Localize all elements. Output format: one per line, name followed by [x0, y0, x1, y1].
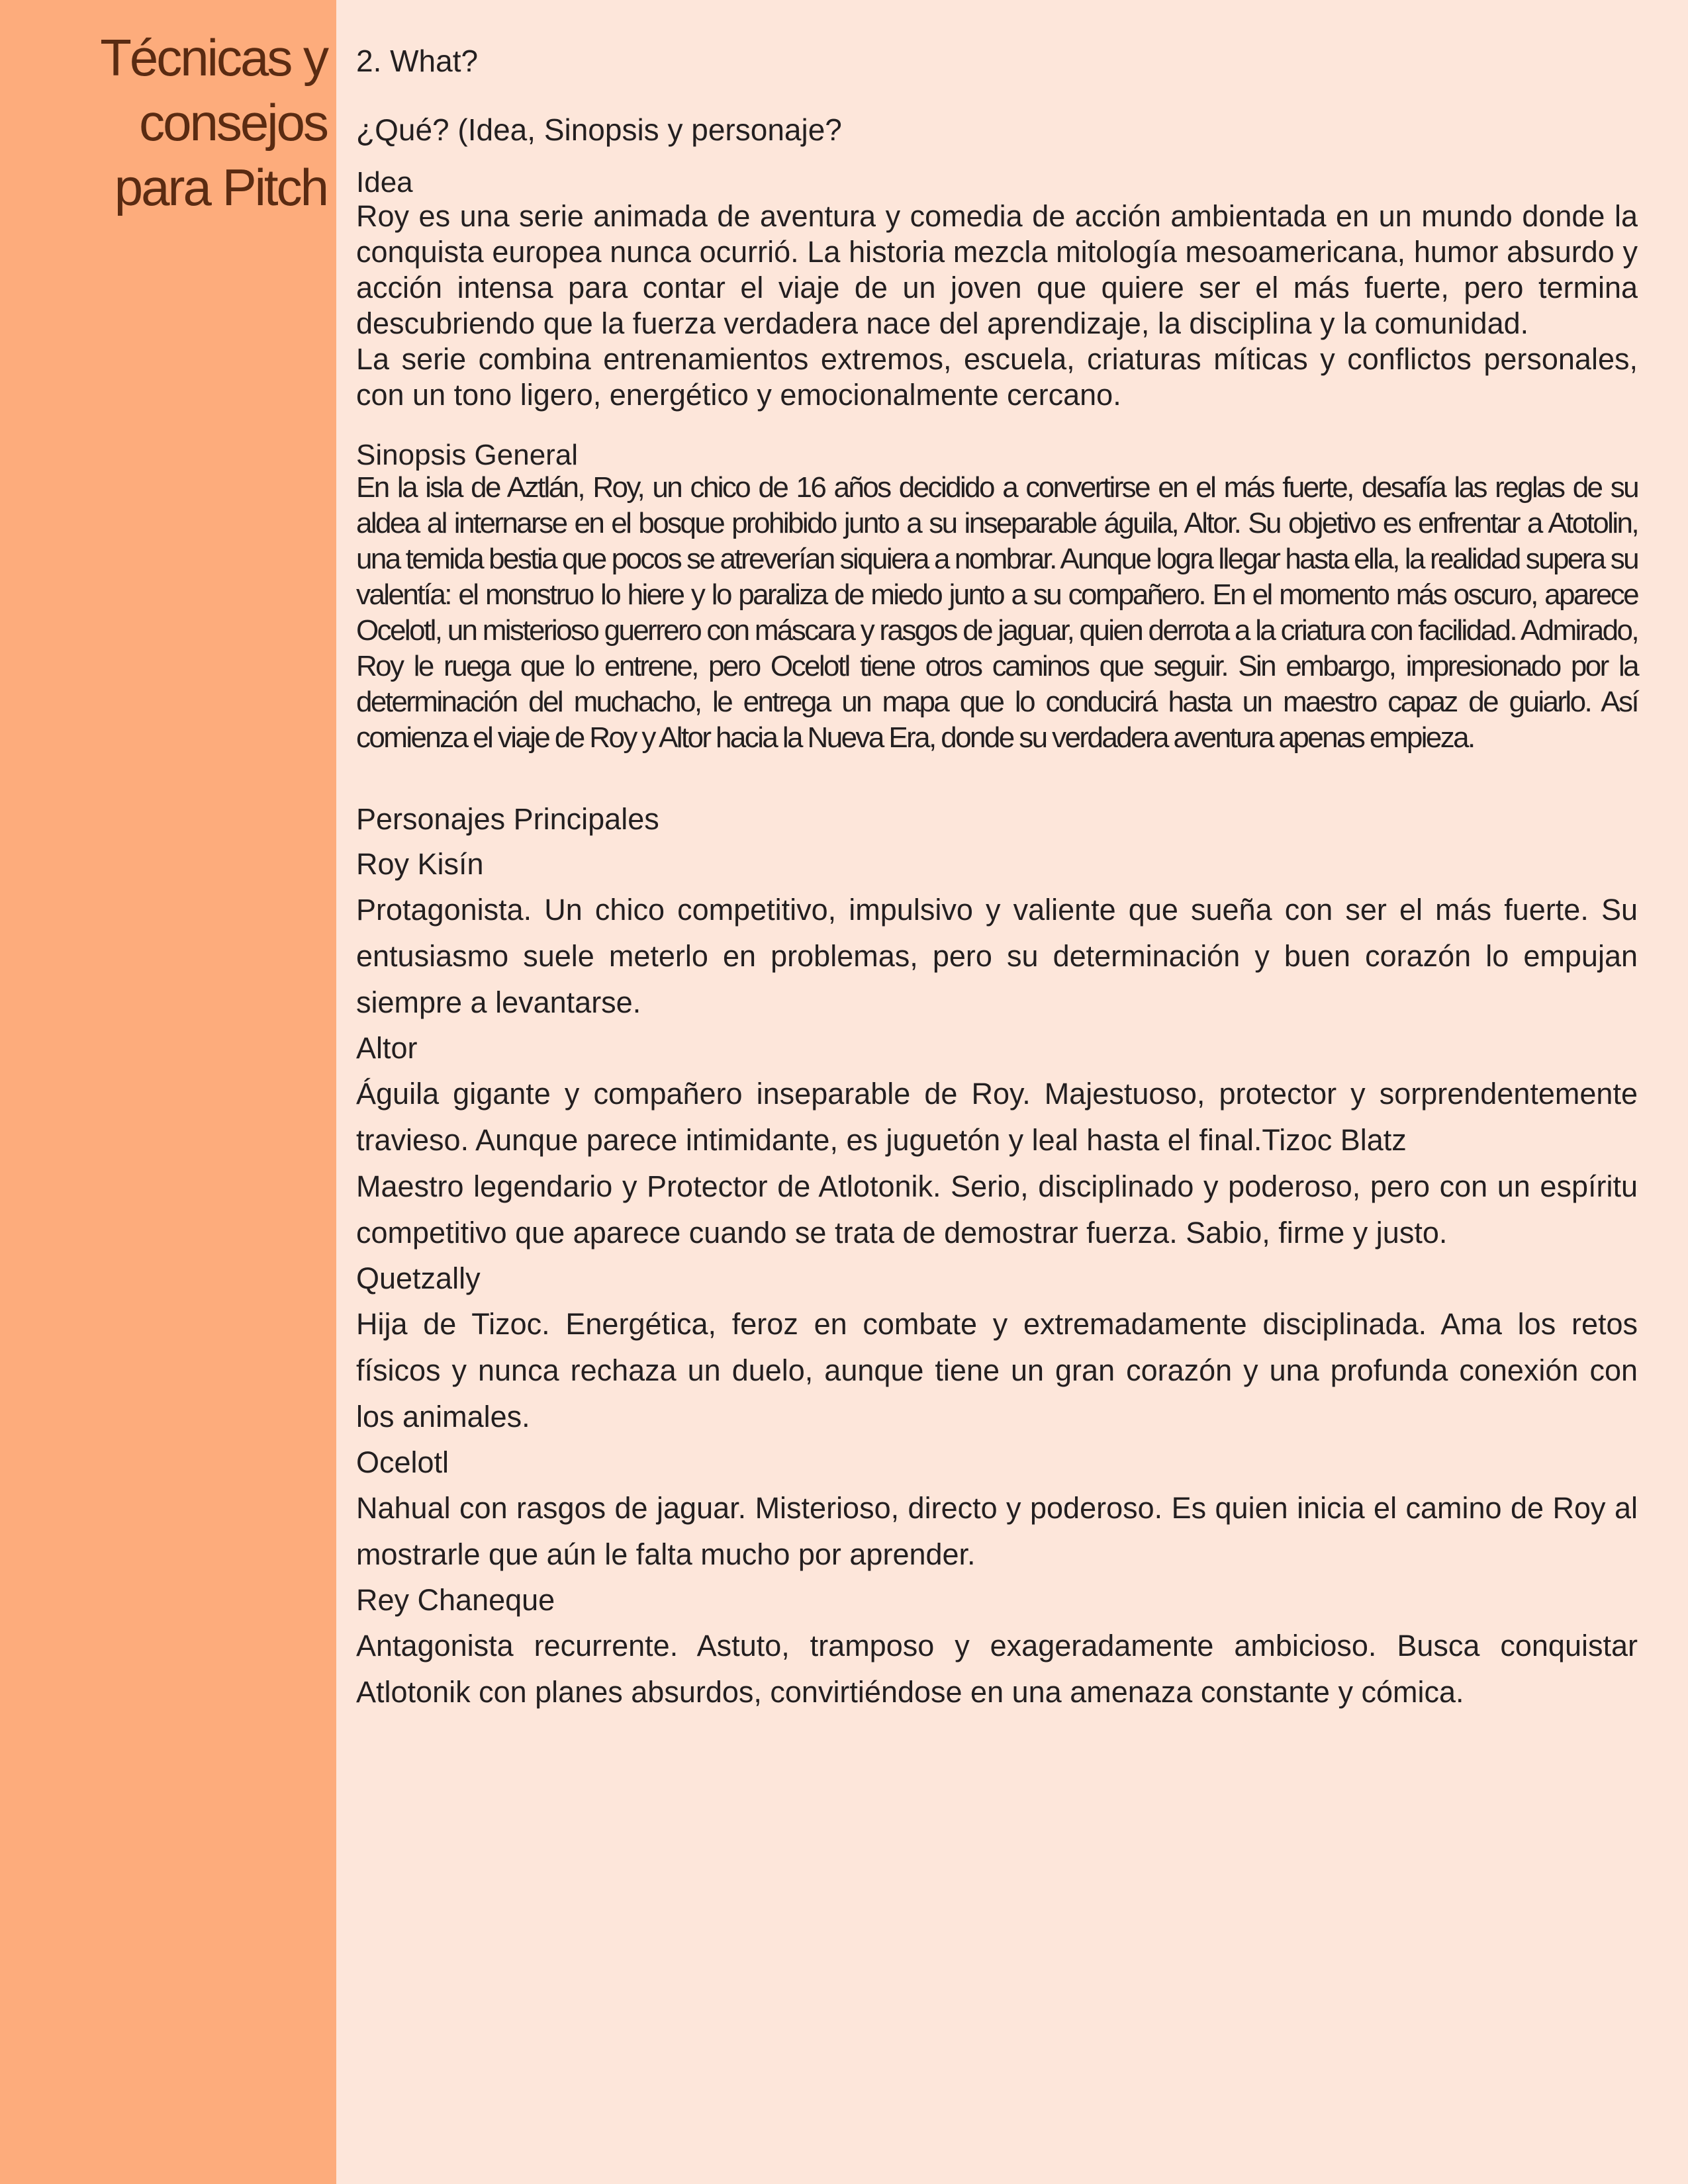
- sinopsis-section: [356, 435, 1638, 756]
- character-description: Maestro legendario y Protector de Atlotonik. Serio, disciplinado y poderoso, pero con un espíritu competitivo que aparece cuando se trata de demostrar fuerza. Sabio, firme y justo.: [356, 1169, 1638, 1250]
- section-heading: 2. What?: [356, 44, 479, 78]
- character-description: Antagonista recurrente. Astuto, tramposo y exageradamente ambicioso. Busca conquistar Atlotonik con planes absurdos, convirtiéndose en una amenaza constante y cómica.: [356, 1629, 1638, 1709]
- character-description: Hija de Tizoc. Energética, feroz en combate y extremadamente disciplinada. Ama los retos físicos y nunca rechaza un duelo, aunque tiene un gran corazón y una profunda conexión con los animales.: [356, 1307, 1638, 1433]
- idea-paragraph: Roy es una serie animada de aventura y comedia de acción ambientada en un mundo donde la conquista europea nunca ocurrió. La historia mezcla mitología mesoamericana, humor absurdo y acción intensa para contar el viaje de un joven que quiere ser el más fuerte, pero termina descubriendo que la fuerza verdadera nace del aprendizaje, la disciplina y la comunidad.: [356, 199, 1638, 340]
- sinopsis-heading: Sinopsis General: [356, 439, 579, 471]
- sinopsis-paragraph: En la isla de Aztlán, Roy, un chico de 16 años decidido a convertirse en el más fuerte, desafía las reglas de su aldea al internarse en el bosque prohibido junto a su inseparable águila, Altor. Su objetivo es enfrentar a Atotolin, una temida bestia que pocos se atreverían siquiera a nombrar. Aunque logra llegar hasta ella, la realidad supera su valentía: el monstruo lo hiere y lo paraliza de miedo junto a su compañero. En el momento más oscuro, aparece Ocelotl, un misterioso guerrero con máscara y rasgos de jaguar, quien derrota a la criatura con facilidad. Admirado, Roy le ruega que lo entrene, pero Ocelotl tiene otros caminos que seguir. Sin embargo, impresionado por la determinación del muchacho, le entrega un mapa que lo conducirá hasta un maestro capaz de guiarlo. Así comienza el viaje de Roy y Altor hacia la Nueva Era, donde su verdadera aventura apenas empieza.: [356, 471, 1638, 754]
- character-description: Protagonista. Un chico competitivo, impulsivo y valiente que sueña con ser el más fuerte. Su entusiasmo suele meterlo en problemas, pero su determinación y buen corazón lo empujan siempre a levantarse.: [356, 893, 1638, 1019]
- character-name: Roy Kisín: [356, 847, 484, 881]
- sidebar-title: [3, 25, 327, 220]
- character-name: Rey Chaneque: [356, 1583, 555, 1617]
- character-description: Nahual con rasgos de jaguar. Misterioso, directo y poderoso. Es quien inicia el camino de Roy al mostrarle que aún le falta mucho por aprender.: [356, 1491, 1638, 1571]
- idea-paragraph: La serie combina entrenamientos extremos, escuela, criaturas míticas y conflictos personales, con un tono ligero, energético y emocionalmente cercano.: [356, 342, 1638, 412]
- idea-section: [356, 163, 1638, 413]
- characters-section: [356, 797, 1638, 1715]
- character-name: Ocelotl: [356, 1445, 449, 1479]
- character-name: Quetzally: [356, 1261, 481, 1295]
- sidebar-title-line: para Pitch: [114, 158, 327, 216]
- section-question: ¿Qué? (Idea, Sinopsis y personaje?: [356, 113, 842, 147]
- main-content: [356, 40, 1638, 1715]
- character-name: Tizoc Blatz: [1262, 1123, 1407, 1157]
- sidebar: [0, 0, 336, 2184]
- character-description-text: Águila gigante y compañero inseparable de Roy. Majestuoso, protector y sorprendentemente travieso. Aunque parece intimidante, es juguetón y leal hasta el final.: [356, 1077, 1638, 1157]
- sidebar-title-line: Técnicas y: [100, 28, 327, 87]
- sidebar-title-line: consejos: [139, 93, 327, 152]
- characters-heading: Personajes Principales: [356, 802, 659, 836]
- character-description: [356, 1071, 1638, 1163]
- idea-heading: Idea: [356, 166, 413, 199]
- character-name: Altor: [356, 1031, 418, 1065]
